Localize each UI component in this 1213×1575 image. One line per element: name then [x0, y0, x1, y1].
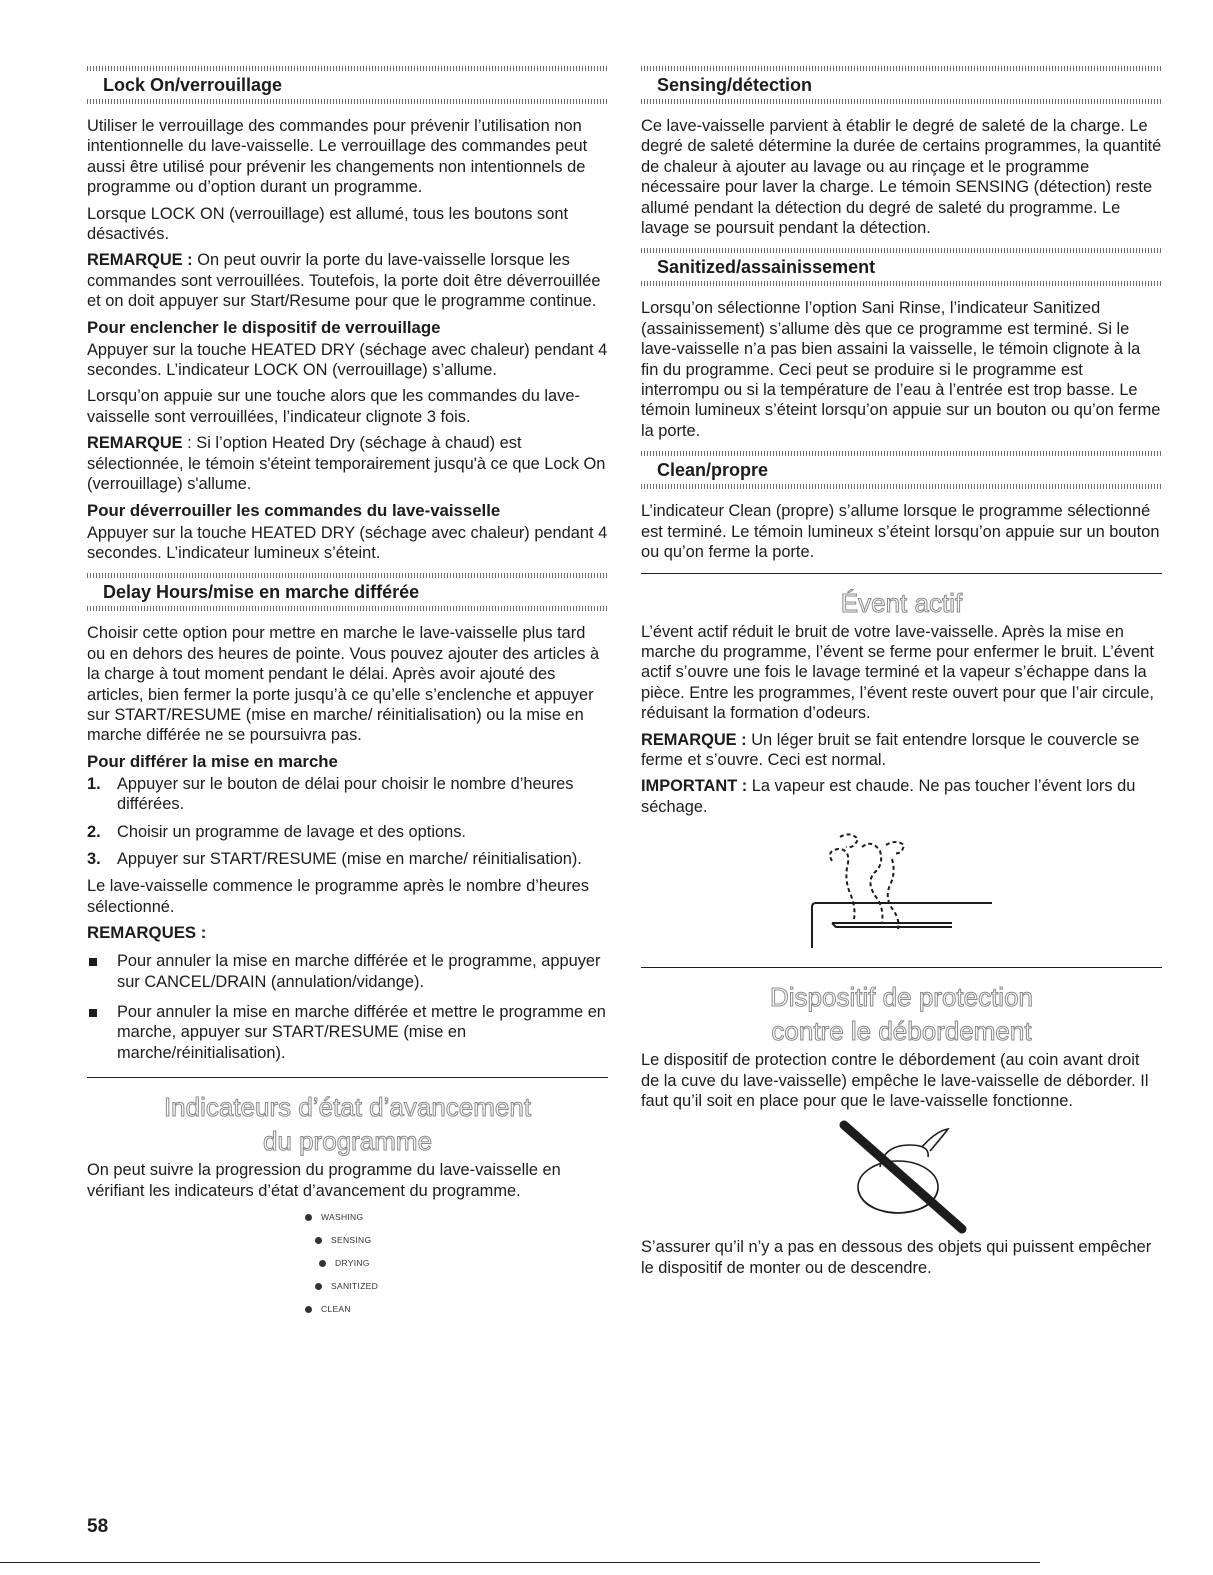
dotted-rule [87, 606, 608, 611]
step-text: Appuyer sur START/RESUME (mise en marche/ réinitialisation). [117, 849, 582, 868]
note [87, 433, 608, 494]
paragraph: Choisir cette option pour mettre en marche le lave-vaisselle plus tard ou en dehors des heures de pointe. Vous pouvez ajouter des articles à la charge à tout moment pendant le délai. Après avoir ajouté des articles, bien fermer la porte jusqu’à ce qu’elle s’enclenche et appuyer sur START/RESUME (mise en marche/ réinitialisation) ou la mise en marche différée ne se poursuivra pas. [87, 624, 600, 745]
dotted-rule [87, 99, 608, 104]
square-bullet-icon [89, 958, 97, 966]
delay-section-header [87, 573, 608, 611]
note [87, 250, 608, 311]
status-title-line1: Indicateurs d’état d’avancement [163, 1092, 532, 1123]
steam-vent-illustration [802, 823, 1002, 953]
indicator-light-icon [319, 1260, 326, 1267]
square-bullet-icon [89, 1009, 97, 1017]
footer-rule [0, 1562, 1040, 1563]
dotted-rule [87, 66, 608, 71]
lock-heading: Lock On/verrouillage [103, 75, 283, 95]
bullet-item [87, 1002, 608, 1063]
indicator-label: DRYING [335, 1258, 370, 1269]
left-column [87, 66, 608, 1329]
sensing-section-header [641, 66, 1162, 104]
indicator-light-icon [305, 1306, 312, 1313]
page-number: 58 [87, 1516, 109, 1537]
important-note [641, 776, 1162, 817]
overflow-title-line1: Dispositif de protection [769, 982, 1034, 1013]
paragraph: Ce lave-vaisselle parvient à établir le degré de saleté de la charge. Le degré de saleté détermine la durée de certains programmes, la quantité de chaleur à ajouter au lavage ou au rinçage et le programme nécessaire pour laver la charge. Le témoin SENSING (détection) reste allumé pendant la détection du degré de saleté du programme. Le lavage se poursuit pendant la détection. [641, 117, 1162, 238]
indicator-light-icon [305, 1214, 312, 1221]
indicator-sanitized [315, 1280, 378, 1292]
lock-section-header [87, 66, 608, 104]
step-text: Appuyer sur le bouton de délai pour choisir le nombre d’heures différées. [117, 774, 574, 814]
dotted-rule [87, 573, 608, 578]
subheading: Pour déverrouiller les commandes du lave-vaisselle [87, 500, 501, 520]
section-rule [641, 573, 1162, 574]
note-text: : Si l’option Heated Dry (séchage à chaud) est sélectionnée, le témoin s'éteint temporairement jusqu'à ce que Lock On (verrouillage) s'allume. [87, 434, 606, 494]
note-label: REMARQUE : [87, 251, 193, 270]
status-indicators [87, 1209, 608, 1329]
dotted-rule [641, 248, 1162, 253]
important-label: IMPORTANT : [641, 777, 748, 796]
indicator-washing [305, 1211, 363, 1223]
step-item [87, 822, 608, 842]
paragraph: Le lave-vaisselle commence le programme après le nombre d’heures sélectionné. [87, 877, 589, 916]
paragraph: Le dispositif de protection contre le débordement (au coin avant droit de la cuve du lave-vaisselle) empêche le lave-vaisselle de déborder. Il faut qu’il soit en place pour que le lave-vaisselle fonctionne. [641, 1051, 1149, 1110]
note [641, 730, 1162, 771]
dotted-rule [641, 451, 1162, 456]
step-number: 3. [87, 849, 101, 868]
status-title-line2: du programme [262, 1126, 433, 1157]
step-number: 2. [87, 822, 101, 841]
note-text: On peut ouvrir la porte du lave-vaisselle lorsque les commandes sont verrouillées. Toutefois, la porte doit être déverrouillée et on doit appuyer sur Start/Resume pour que le programme continue. [87, 251, 601, 311]
indicator-light-icon [315, 1237, 322, 1244]
step-text: Choisir un programme de lavage et des options. [117, 822, 466, 841]
right-column [641, 66, 1162, 1284]
step-item [87, 774, 608, 815]
paragraph: Lorsqu’on sélectionne l’option Sani Rinse, l’indicateur Sanitized (assainissement) s’allume dès que ce programme est terminé. Si le lave-vaisselle n’a pas bien assaini la vaisselle, le témoin clignote à la fin du programme. Ceci peut se produire si le programme est interrompu ou si la température de l’eau à l’entrée est trop basse. Le témoin lumineux s’éteint lorsqu’on appuie sur un bouton ou qu’on ferme la porte. [641, 299, 1161, 440]
sensing-heading: Sensing/détection [657, 75, 813, 95]
step-number: 1. [87, 774, 101, 793]
paragraph: Appuyer sur la touche HEATED DRY (séchage avec chaleur) pendant 4 secondes. L’indicateur LOCK ON (verrouillage) s’allume. [87, 340, 608, 380]
section-rule [641, 967, 1162, 968]
section-rule [87, 1077, 608, 1078]
overflow-title-line2: contre le débordement [771, 1016, 1032, 1047]
overflow-protector-illustration [822, 1117, 982, 1237]
step-item [87, 849, 608, 869]
note-text: Un léger bruit se fait entendre lorsque le couvercle se ferme et s’ouvre. Ceci est normal. [641, 730, 1140, 769]
clean-heading: Clean/propre [657, 460, 769, 481]
remarques-list [87, 951, 608, 1063]
paragraph: S’assurer qu’il n’y a pas en dessous des objets qui puissent empêcher le dispositif de monter ou de descendre. [641, 1238, 1152, 1277]
clean-section-header [641, 451, 1162, 489]
indicator-label: CLEAN [321, 1304, 351, 1315]
sanitized-heading: Sanitized/assainissement [657, 257, 876, 278]
important-text: La vapeur est chaude. Ne pas toucher l’évent lors du séchage. [641, 777, 1136, 816]
indicator-label: SANITIZED [331, 1281, 379, 1292]
paragraph: L’indicateur Clean (propre) s’allume lorsque le programme sélectionné est terminé. Le témoin lumineux s’éteint lorsqu’on appuie sur un bouton ou qu’on ferme la porte. [641, 502, 1160, 562]
bullet-text: Pour annuler la mise en marche différée et mettre le programme en marche, appuyer sur START/RESUME (mise en marche/réinitialisation). [117, 1003, 606, 1062]
delay-heading: Delay Hours/mise en marche différée [103, 582, 420, 603]
subheading: Pour enclencher le dispositif de verrouillage [87, 317, 441, 337]
paragraph: On peut suivre la progression du programme du lave-vaisselle en vérifiant les indicateurs d’état d’avancement du programme. [87, 1161, 561, 1200]
paragraph: L’évent actif réduit le bruit de votre lave-vaisselle. Après la mise en marche du programme, l’évent se ferme pour enfermer le bruit. L’évent actif s’ouvre une fois le lavage terminé et la vapeur s’échappe dans la pièce. Entre les programmes, l’évent reste ouvert pour que l’air circule, réduisant la formation d’odeurs. [641, 622, 1154, 723]
indicator-drying [319, 1257, 370, 1269]
remarques-label: REMARQUES : [87, 923, 207, 943]
bullet-text: Pour annuler la mise en marche différée et le programme, appuyer sur CANCEL/DRAIN (annulation/vidange). [117, 952, 601, 991]
paragraph: Lorsque LOCK ON (verrouillage) est allumé, tous les boutons sont désactivés. [87, 204, 569, 244]
paragraph: Appuyer sur la touche HEATED DRY (séchage avec chaleur) pendant 4 secondes. L’indicateur lumineux s’éteint. [87, 523, 608, 562]
indicator-label: SENSING [331, 1235, 372, 1246]
indicator-sensing [315, 1234, 371, 1246]
bullet-item [87, 951, 608, 992]
note-label: REMARQUE : [641, 730, 747, 749]
indicator-light-icon [315, 1283, 322, 1290]
subheading: Pour différer la mise en marche [87, 751, 338, 771]
paragraph: Utiliser le verrouillage des commandes pour prévenir l’utilisation non intentionnelle du lave-vaisselle. Le verrouillage des commandes peut aussi être utilisé pour prévenir les changements non intentionnels de programme ou d’option durant un programme. [87, 117, 588, 197]
note-label: REMARQUE [87, 434, 183, 453]
dotted-rule [641, 66, 1162, 71]
indicator-clean [305, 1303, 351, 1315]
indicator-label: WASHING [321, 1212, 364, 1223]
paragraph: Lorsqu’on appuie sur une touche alors que les commandes du lave-vaisselle sont verrouillées, l’indicateur clignote 3 fois. [87, 387, 580, 426]
dotted-rule [641, 281, 1162, 286]
dotted-rule [641, 99, 1162, 104]
vent-title: Évent actif [840, 587, 963, 618]
steps-list [87, 774, 608, 870]
sanitized-section-header [641, 248, 1162, 286]
dotted-rule [641, 484, 1162, 489]
